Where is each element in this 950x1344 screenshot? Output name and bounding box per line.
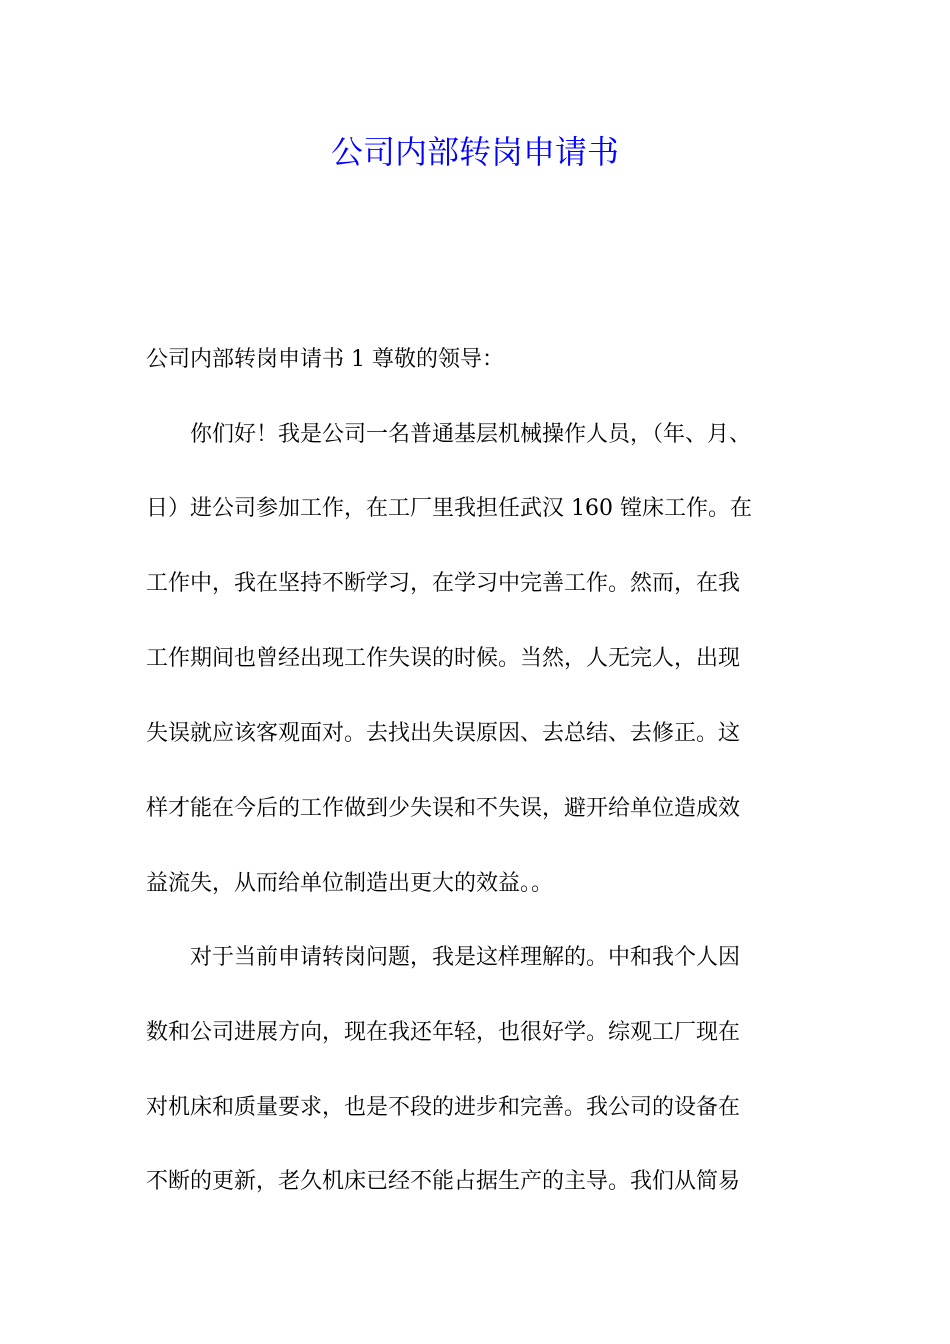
document-title: 公司内部转岗申请书 (330, 133, 619, 171)
body-line: 益流失，从而给单位制造出更大的效益。。 (146, 871, 554, 896)
body-line: 日）进公司参加工作，在工厂里我担任武汉 160 镗床工作。在 (146, 496, 752, 521)
body-line: 工作中，我在坚持不断学习，在学习中完善工作。然而，在我 (146, 571, 741, 596)
body-line: 对机床和质量要求，也是不段的进步和完善。我公司的设备在 (146, 1095, 741, 1120)
body-line: 你们好！我是公司一名普通基层机械操作人员，（年、月、 (146, 422, 752, 447)
body-line: 对于当前申请转岗问题，我是这样理解的。中和我个人因 (146, 945, 741, 970)
body-line: 不断的更新，老久机床已经不能占据生产的主导。我们从简易 (146, 1169, 741, 1194)
body-line: 工作期间也曾经出现工作失误的时候。当然，人无完人，出现 (146, 646, 741, 671)
body-line: 公司内部转岗申请书 1 尊敬的领导： (146, 347, 504, 372)
body-line: 失误就应该客观面对。去找出失误原因、去总结、去修正。这 (146, 721, 741, 746)
body-line: 数和公司进展方向，现在我还年轻，也很好学。综观工厂现在 (146, 1020, 741, 1045)
body-line: 样才能在今后的工作做到少失误和不失误，避开给单位造成效 (146, 796, 741, 821)
